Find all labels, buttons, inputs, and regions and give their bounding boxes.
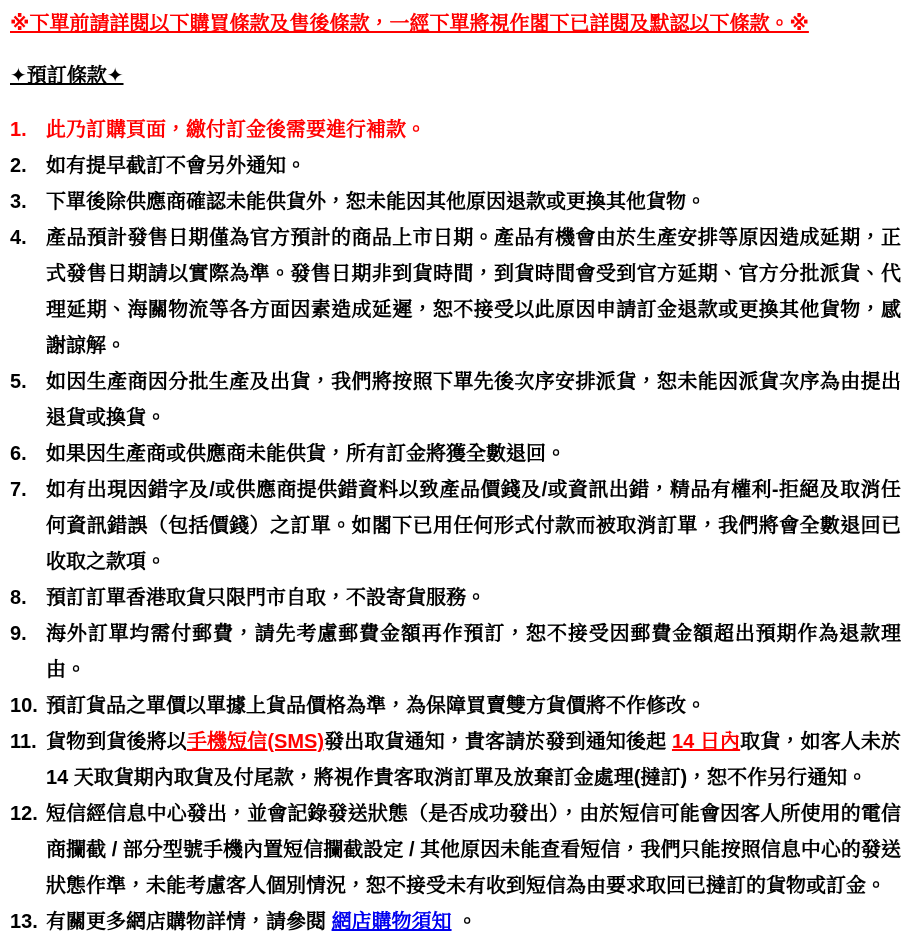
term-segment: 預訂訂單香港取貨只限門市自取，不設寄貨服務。 [46,587,486,609]
term-item-12 [10,796,901,904]
term-item-1 [10,112,901,148]
term-text [46,112,901,148]
term-item-10 [10,688,901,724]
term-segment: 短信經信息中心發出，並會記錄發送狀態（是否成功發出），由於短信可能會因客人所使用的電信商攔截 / 部分型號手機內置短信攔截設定 / 其他原因未能查看短信，我們只能按照信息中心的發送狀態作準，未能考慮客人個別情況，恕不接受未有收到短信為由要求取回已撻訂的貨物或訂金。 [46,803,901,897]
term-text [46,364,901,436]
term-item-3 [10,184,901,220]
term-segment: 有關更多網店購物詳情，請參閱 [46,911,332,933]
term-segment: 如因生產商因分批生產及出貨，我們將按照下單先後次序安排派貨，恕未能因派貨次序為由提出退貨或換貨。 [46,371,901,429]
term-text [46,436,901,472]
term-segment: 14 日內 [671,731,741,753]
term-item-11 [10,724,901,796]
term-segment: 貨物到貨後將以 [46,731,187,753]
term-text [46,184,901,220]
term-number: 13. [10,911,38,933]
term-number: 1. [10,119,27,141]
term-segment: 發出取貨通知，貴客請於發到通知後起 [324,731,672,753]
term-segment: 取貨，如客人未於 14 天取貨期內取貨及付尾款，將視作貴客取消訂單及放棄訂金處理(撻訂)，恕不作另行通知。 [46,731,902,789]
term-number: 2. [10,155,27,177]
term-text [46,724,901,796]
term-segment: 產品預計發售日期僅為官方預計的商品上市日期。產品有機會由於生產安排等原因造成延期，正式發售日期請以實際為準。發售日期非到貨時間，到貨時間會受到官方延期、官方分批派貨、代理延期、海關物流等各方面因素造成延遲，恕不接受以此原因申請訂金退款或更換其他貨物，感謝諒解。 [46,227,901,357]
term-number: 4. [10,227,27,249]
term-text [46,580,901,616]
term-segment: 如有提早截訂不會另外通知。 [46,155,306,177]
term-segment: 預訂貨品之單價以單據上貨品價格為準，為保障買賣雙方貨價將不作修改。 [46,695,706,717]
term-number: 10. [10,695,38,717]
term-number: 3. [10,191,27,213]
term-number: 8. [10,587,27,609]
purchase-notice-banner: ※下單前請詳閱以下購買條款及售後條款，一經下單將視作閣下已詳閱及默認以下條款。※ [10,13,809,35]
terms-list [10,112,901,940]
term-text [46,904,901,940]
term-number: 6. [10,443,27,465]
preorder-terms-heading: ✦預訂條款✦ [10,65,124,87]
term-item-2 [10,148,901,184]
term-segment: 手機短信(SMS) [186,731,325,753]
term-text [46,616,901,688]
term-segment: 海外訂單均需付郵費，請先考慮郵費金額再作預訂，恕不接受因郵費金額超出預期作為退款理由。 [46,623,901,681]
term-segment: 下單後除供應商確認未能供貨外，恕未能因其他原因退款或更換其他貨物。 [46,191,706,213]
term-item-9 [10,616,901,688]
term-text [46,796,901,904]
term-segment: 此乃訂購頁面，繳付訂金後需要進行補款。 [46,119,426,141]
term-number: 11. [10,731,37,753]
term-item-8 [10,580,901,616]
term-number: 12. [10,803,38,825]
term-segment: 。 [451,911,478,933]
term-text [46,220,901,364]
term-item-5 [10,364,901,436]
term-text [46,688,901,724]
shop-guide-link[interactable]: 網店購物須知 [331,911,452,933]
term-item-6 [10,436,901,472]
term-item-13 [10,904,901,940]
term-text [46,472,901,580]
term-item-4 [10,220,901,364]
term-segment: 如有出現因錯字及/或供應商提供錯資料以致產品價錢及/或資訊出錯，精品有權利-拒絕及取消任何資訊錯誤（包括價錢）之訂單。如閣下已用任何形式付款而被取消訂單，我們將會全數退回已收取之款項。 [46,479,901,573]
term-number: 7. [10,479,27,501]
term-item-7 [10,472,901,580]
term-segment: 如果因生產商或供應商未能供貨，所有訂金將獲全數退回。 [46,443,566,465]
term-number: 9. [10,623,27,645]
term-number: 5. [10,371,27,393]
term-text [46,148,901,184]
